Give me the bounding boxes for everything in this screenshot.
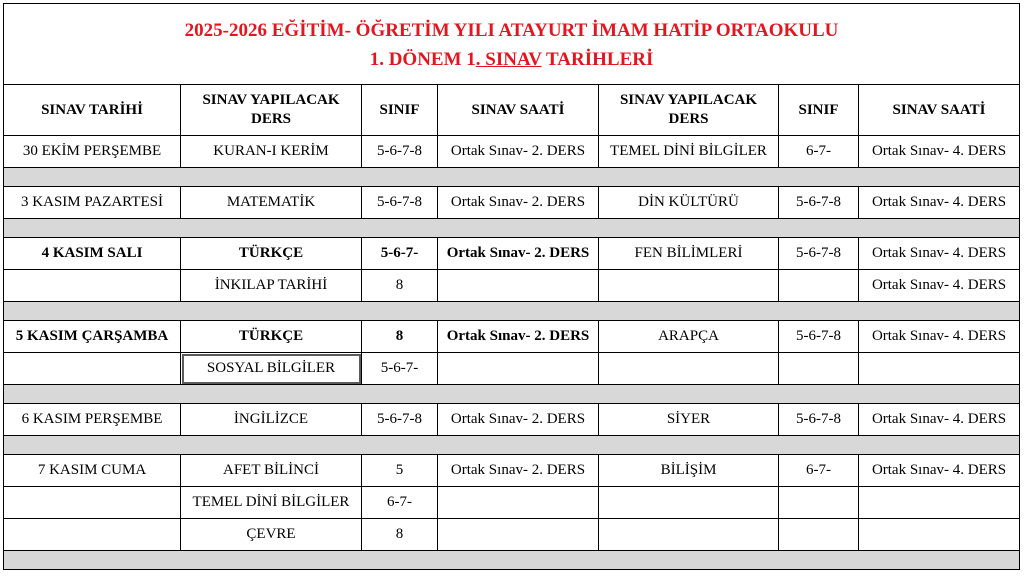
table-row bbox=[4, 519, 1020, 551]
cell-grade[interactable]: 5 bbox=[362, 455, 438, 487]
header-subject-2[interactable]: SINAV YAPILACAK DERS bbox=[599, 85, 779, 136]
separator-cell[interactable] bbox=[362, 168, 438, 187]
separator-cell[interactable] bbox=[859, 302, 1020, 321]
cell-grade-2[interactable]: 5-6-7-8 bbox=[779, 187, 859, 219]
separator-cell[interactable] bbox=[599, 302, 779, 321]
cell-grade[interactable]: 5-6-7- bbox=[362, 353, 438, 385]
separator-cell[interactable] bbox=[599, 385, 779, 404]
header-exam-time-2[interactable]: SINAV SAATİ bbox=[859, 85, 1020, 136]
title-line-2-part: 1. DÖNEM 1 bbox=[369, 49, 476, 70]
cell-exam-time-2[interactable] bbox=[859, 353, 1020, 385]
cell-exam-time[interactable] bbox=[438, 270, 599, 302]
cell-exam-time-2[interactable]: Ortak Sınav- 4. DERS bbox=[859, 270, 1020, 302]
cell-exam-date[interactable] bbox=[4, 487, 181, 519]
cell-exam-time-2[interactable]: Ortak Sınav- 4. DERS bbox=[859, 455, 1020, 487]
header-grade-2[interactable]: SINIF bbox=[779, 85, 859, 136]
cell-grade[interactable]: 8 bbox=[362, 270, 438, 302]
cell-exam-date[interactable]: 7 KASIM CUMA bbox=[4, 455, 181, 487]
cell-subject-2[interactable] bbox=[599, 519, 779, 551]
separator-cell[interactable] bbox=[438, 168, 599, 187]
cell-grade[interactable]: 5-6-7-8 bbox=[362, 136, 438, 168]
cell-exam-time-2[interactable] bbox=[859, 487, 1020, 519]
cell-grade-2[interactable] bbox=[779, 353, 859, 385]
cell-grade-2[interactable]: 6-7- bbox=[779, 136, 859, 168]
cell-subject-2[interactable] bbox=[599, 353, 779, 385]
title-line-2-underlined: . SINAV bbox=[475, 49, 542, 70]
separator-cell[interactable] bbox=[362, 302, 438, 321]
page-title bbox=[4, 4, 1020, 85]
separator-cell[interactable] bbox=[4, 551, 181, 570]
cell-exam-time[interactable]: Ortak Sınav- 2. DERS bbox=[438, 404, 599, 436]
title-line-2-end: TARİHLERİ bbox=[541, 49, 654, 70]
cell-exam-time[interactable]: Ortak Sınav- 2. DERS bbox=[438, 238, 599, 270]
separator-cell[interactable] bbox=[779, 551, 859, 570]
title-line-1: 2025-2026 EĞİTİM- ÖĞRETİM YILI ATAYURT İMAM HATİP ORTAOKULU bbox=[184, 20, 839, 41]
title-line-2 bbox=[6, 45, 1017, 74]
header-exam-time[interactable]: SINAV SAATİ bbox=[438, 85, 599, 136]
header-grade[interactable]: SINIF bbox=[362, 85, 438, 136]
separator-cell[interactable] bbox=[4, 385, 181, 404]
cell-grade-2[interactable] bbox=[779, 487, 859, 519]
separator-cell[interactable] bbox=[181, 302, 362, 321]
cell-subject[interactable]: TÜRKÇE bbox=[181, 321, 362, 353]
separator-cell[interactable] bbox=[779, 385, 859, 404]
cell-subject[interactable]: TEMEL DİNİ BİLGİLER bbox=[181, 487, 362, 519]
cell-exam-time[interactable]: Ortak Sınav- 2. DERS bbox=[438, 455, 599, 487]
cell-subject-2[interactable]: TEMEL DİNİ BİLGİLER bbox=[599, 136, 779, 168]
cell-exam-time[interactable] bbox=[438, 487, 599, 519]
separator-cell[interactable] bbox=[599, 168, 779, 187]
header-row bbox=[4, 85, 1020, 136]
separator-cell[interactable] bbox=[181, 436, 362, 455]
separator-row bbox=[4, 219, 1020, 238]
cell-exam-date[interactable]: 6 KASIM PERŞEMBE bbox=[4, 404, 181, 436]
cell-subject-2[interactable]: ARAPÇA bbox=[599, 321, 779, 353]
cell-subject[interactable]: İNKILAP TARİHİ bbox=[181, 270, 362, 302]
table-row bbox=[4, 404, 1020, 436]
table-row bbox=[4, 187, 1020, 219]
separator-cell[interactable] bbox=[599, 219, 779, 238]
cell-exam-time-2[interactable]: Ortak Sınav- 4. DERS bbox=[859, 404, 1020, 436]
separator-cell[interactable] bbox=[438, 551, 599, 570]
cell-grade[interactable]: 6-7- bbox=[362, 487, 438, 519]
cell-exam-date[interactable]: 4 KASIM SALI bbox=[4, 238, 181, 270]
cell-exam-date[interactable] bbox=[4, 353, 181, 385]
cell-exam-time-2[interactable]: Ortak Sınav- 4. DERS bbox=[859, 238, 1020, 270]
cell-exam-time[interactable] bbox=[438, 519, 599, 551]
cell-grade-2[interactable] bbox=[779, 270, 859, 302]
cell-subject[interactable]: TÜRKÇE bbox=[181, 238, 362, 270]
table-row bbox=[4, 136, 1020, 168]
exam-schedule-table bbox=[3, 3, 1020, 570]
header-exam-date[interactable]: SINAV TARİHİ bbox=[4, 85, 181, 136]
cell-subject[interactable]: MATEMATİK bbox=[181, 187, 362, 219]
table-row bbox=[4, 487, 1020, 519]
cell-exam-time-2[interactable]: Ortak Sınav- 4. DERS bbox=[859, 321, 1020, 353]
table-row bbox=[4, 238, 1020, 270]
cell-grade[interactable]: 5-6-7-8 bbox=[362, 187, 438, 219]
separator-row bbox=[4, 385, 1020, 404]
header-subject[interactable]: SINAV YAPILACAK DERS bbox=[181, 85, 362, 136]
separator-cell[interactable] bbox=[4, 168, 181, 187]
separator-cell[interactable] bbox=[4, 302, 181, 321]
cell-subject[interactable]: KURAN-I KERİM bbox=[181, 136, 362, 168]
separator-cell[interactable] bbox=[438, 385, 599, 404]
cell-subject-2[interactable]: DİN KÜLTÜRÜ bbox=[599, 187, 779, 219]
separator-cell[interactable] bbox=[859, 168, 1020, 187]
cell-subject-2[interactable]: FEN BİLİMLERİ bbox=[599, 238, 779, 270]
cell-grade-2[interactable]: 6-7- bbox=[779, 455, 859, 487]
cell-exam-date[interactable]: 30 EKİM PERŞEMBE bbox=[4, 136, 181, 168]
table-row bbox=[4, 455, 1020, 487]
cell-grade-2[interactable]: 5-6-7-8 bbox=[779, 404, 859, 436]
cell-grade-2[interactable]: 5-6-7-8 bbox=[779, 238, 859, 270]
separator-row bbox=[4, 168, 1020, 187]
separator-cell[interactable] bbox=[779, 168, 859, 187]
separator-row bbox=[4, 551, 1020, 570]
cell-exam-date[interactable] bbox=[4, 270, 181, 302]
separator-cell[interactable] bbox=[859, 436, 1020, 455]
cell-exam-date[interactable] bbox=[4, 519, 181, 551]
cell-subject[interactable]: ÇEVRE bbox=[181, 519, 362, 551]
cell-exam-time[interactable]: Ortak Sınav- 2. DERS bbox=[438, 187, 599, 219]
table-row bbox=[4, 270, 1020, 302]
exam-schedule-sheet bbox=[3, 3, 1019, 576]
separator-cell[interactable] bbox=[181, 385, 362, 404]
separator-row bbox=[4, 436, 1020, 455]
cell-exam-time-2[interactable]: Ortak Sınav- 4. DERS bbox=[859, 136, 1020, 168]
separator-cell[interactable] bbox=[362, 385, 438, 404]
cell-exam-time[interactable] bbox=[438, 353, 599, 385]
separator-cell[interactable] bbox=[4, 219, 181, 238]
cell-exam-time-2[interactable] bbox=[859, 519, 1020, 551]
cell-exam-date[interactable]: 3 KASIM PAZARTESİ bbox=[4, 187, 181, 219]
separator-cell[interactable] bbox=[181, 168, 362, 187]
separator-cell[interactable] bbox=[362, 219, 438, 238]
cell-subject-2[interactable]: BİLİŞİM bbox=[599, 455, 779, 487]
separator-row bbox=[4, 302, 1020, 321]
separator-cell[interactable] bbox=[779, 302, 859, 321]
separator-cell[interactable] bbox=[779, 219, 859, 238]
separator-cell[interactable] bbox=[599, 551, 779, 570]
separator-cell[interactable] bbox=[859, 385, 1020, 404]
separator-cell[interactable] bbox=[362, 551, 438, 570]
separator-cell[interactable] bbox=[779, 436, 859, 455]
cell-grade-2[interactable]: 5-6-7-8 bbox=[779, 321, 859, 353]
separator-cell[interactable] bbox=[4, 436, 181, 455]
cell-subject-2[interactable]: SİYER bbox=[599, 404, 779, 436]
cell-subject[interactable]: İNGİLİZCE bbox=[181, 404, 362, 436]
cell-subject[interactable]: AFET BİLİNCİ bbox=[181, 455, 362, 487]
separator-cell[interactable] bbox=[438, 219, 599, 238]
cell-exam-date[interactable]: 5 KASIM ÇARŞAMBA bbox=[4, 321, 181, 353]
separator-cell[interactable] bbox=[438, 436, 599, 455]
cell-subject-2[interactable] bbox=[599, 270, 779, 302]
cell-exam-time-2[interactable]: Ortak Sınav- 4. DERS bbox=[859, 187, 1020, 219]
cell-subject-2[interactable] bbox=[599, 487, 779, 519]
cell-grade[interactable]: 5-6-7-8 bbox=[362, 404, 438, 436]
separator-cell[interactable] bbox=[859, 551, 1020, 570]
separator-cell[interactable] bbox=[599, 436, 779, 455]
separator-cell[interactable] bbox=[438, 302, 599, 321]
cell-grade-2[interactable] bbox=[779, 519, 859, 551]
table-row bbox=[4, 321, 1020, 353]
cell-grade[interactable]: 8 bbox=[362, 321, 438, 353]
table-row bbox=[4, 353, 1020, 385]
cell-grade[interactable]: 5-6-7- bbox=[362, 238, 438, 270]
cell-subject[interactable]: SOSYAL BİLGİLER bbox=[181, 353, 362, 385]
cell-grade[interactable]: 8 bbox=[362, 519, 438, 551]
cell-exam-time[interactable]: Ortak Sınav- 2. DERS bbox=[438, 321, 599, 353]
separator-cell[interactable] bbox=[362, 436, 438, 455]
separator-cell[interactable] bbox=[859, 219, 1020, 238]
separator-cell[interactable] bbox=[181, 219, 362, 238]
cell-exam-time[interactable]: Ortak Sınav- 2. DERS bbox=[438, 136, 599, 168]
separator-cell[interactable] bbox=[181, 551, 362, 570]
